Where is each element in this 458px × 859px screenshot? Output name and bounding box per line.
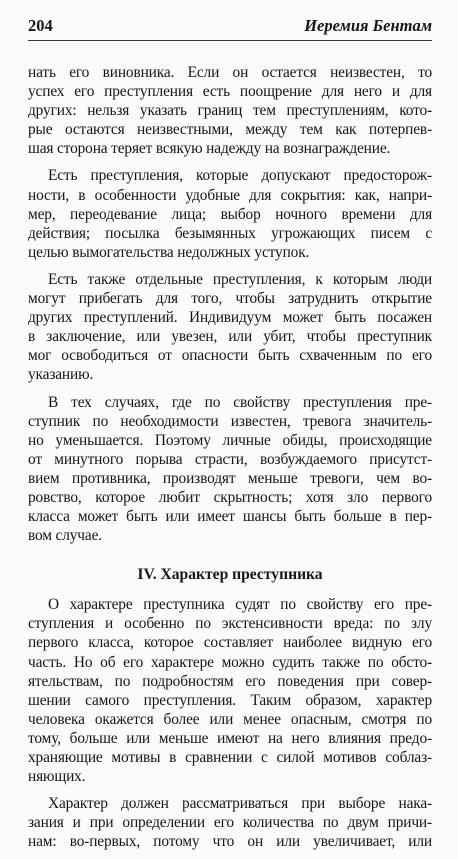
running-header [28, 14, 432, 38]
running-title: Иеремия Бентам [304, 16, 432, 35]
text-line: В тех случаях, где по свойству преступления пре- [48, 393, 432, 411]
text-line: целью вымогательства недолжных уступок. [28, 243, 310, 261]
text-line: других: нельзя указать границ тем преступлениям, кото- [28, 102, 432, 120]
paragraph-4 [28, 393, 432, 546]
text-line: ступления и особенно по экстенсивности вреда: по злу [28, 615, 432, 633]
text-line: других преступлений. Индивидуум может быть посажен [28, 309, 432, 327]
body-text [28, 63, 432, 859]
header-rule [28, 40, 432, 41]
text-line: Есть преступления, которые допускают предосторож- [48, 167, 432, 185]
text-line: мог освободиться от опасности быть схваченным по его [28, 347, 432, 365]
text-line: нам: во-первых, потому что он или увеличивает, или [28, 833, 432, 851]
text-line: рые остаются неизвестными, между тем как потерпев- [28, 121, 432, 139]
paragraph-3 [28, 270, 432, 385]
text-line: часть. Но об его характере можно судить также по обсто- [28, 653, 432, 671]
text-line: тому, больше или меньше имеют на него влияния предо- [28, 729, 432, 747]
text-line: ности, в особенности удобные для сокрытия: как, напри- [28, 186, 432, 204]
text-line: ровство, которое любит скрытность; хотя зло первого [28, 488, 432, 506]
text-line: зания и при определении его количества по двум причи- [28, 814, 432, 832]
text-line: О характере преступника судят по свойству его пре- [48, 596, 432, 614]
text-line: указанию. [28, 366, 94, 384]
text-line: от минутного порыва страсти, возбуждаемого присутст- [28, 450, 432, 468]
section-heading: IV. Характер преступника [137, 566, 323, 584]
text-line: вом случае. [28, 527, 102, 545]
page-number: 204 [28, 16, 53, 35]
text-line: человека окажется более или менее опасным, смотря по [28, 710, 432, 728]
text-line: успех его преступления есть поощрение для него и для [28, 83, 432, 101]
text-line: храняющие мотивы в сравнении с силой мотивов соблаз- [28, 749, 432, 766]
text-line: нать его виновника. Если он остается неизвестен, то [28, 64, 432, 81]
text-line: первого класса, которое составляет наиболее видную его [28, 634, 432, 652]
text-line: действия; посылка безымянных угрожающих писем с [28, 224, 432, 242]
text-line: класса может быть или имеет шансы быть больше в пер- [28, 508, 432, 526]
text-line: Характер должен рассматриваться при выборе нака- [48, 795, 432, 813]
text-line: могут прибегать для того, чтобы затруднить открытие [28, 290, 432, 308]
text-line: вием противника, производят меньше тревоги, чем во- [28, 469, 432, 487]
text-line: Есть также отдельные преступления, к которым люди [48, 270, 432, 288]
paragraph-6 [28, 794, 432, 851]
text-line: ступник по необходимости известен, тревога значитель- [28, 412, 432, 430]
text-line: шении самого преступления. Таким образом, характер [28, 691, 432, 709]
text-line: няющих. [28, 768, 86, 786]
text-line: но уменьшается. Поэтому личные обиды, происходящие [28, 431, 432, 449]
paragraph-2 [28, 166, 432, 261]
text-line: мер, переодевание лица; выбор ночного времени для [28, 205, 432, 223]
paragraph-1 [28, 63, 432, 158]
text-line: ятельствам, по подробностям его поведения при совер- [28, 672, 432, 690]
text-line: шая сторона теряет всякую надежду на вознаграждение. [28, 140, 391, 158]
paragraph-5 [28, 595, 432, 786]
text-line: в заключение, или увезен, или убит, чтобы преступник [28, 328, 432, 346]
